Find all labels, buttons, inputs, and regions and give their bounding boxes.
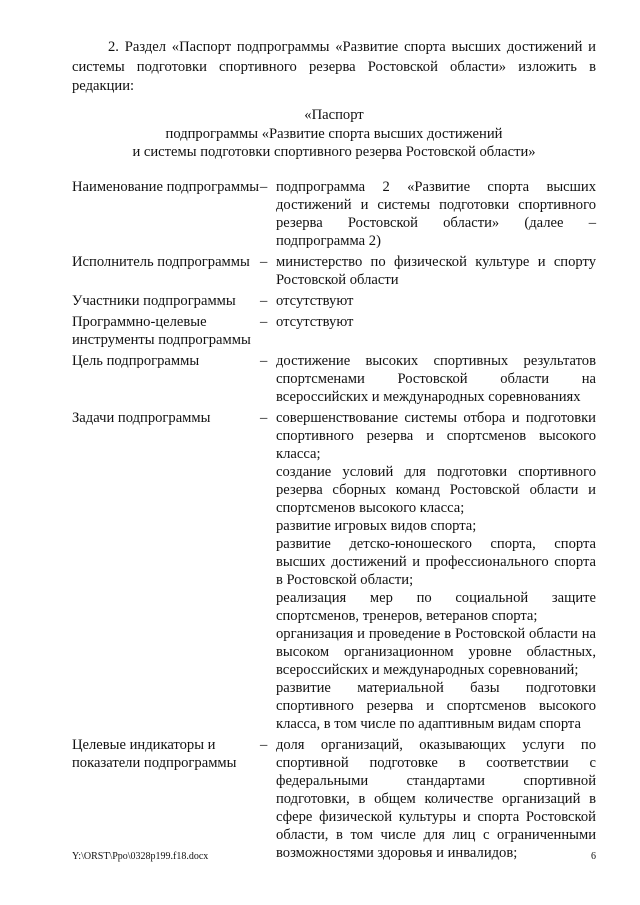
row-dash: – xyxy=(260,353,268,369)
row-value: министерство по физической культуре и спорту Ростовской области xyxy=(276,254,596,288)
passport-row-indicators xyxy=(72,736,596,862)
row-dash: – xyxy=(260,293,268,309)
passport-row-name xyxy=(72,178,596,250)
passport-row-instruments xyxy=(72,313,596,349)
row-dash: – xyxy=(260,314,268,330)
row-dash: – xyxy=(260,254,268,270)
row-value: отсутствуют xyxy=(276,293,354,309)
row-label: Исполнитель подпрограммы xyxy=(72,254,250,270)
row-value: доля организаций, оказывающих услуги по спортивной подготовке в соответствии с федеральными стандартами спортивной подготовки, в общем количестве организаций в сфере физической культуры и спорта Ростовской области, в том числе для лиц с ограниченными возможностями здоровья и инвалидов; xyxy=(276,737,596,861)
passport-title-line-2: подпрограммы «Развитие спорта высших достижений xyxy=(165,125,503,142)
row-value: достижение высоких спортивных результатов спортсменами Ростовской области на всероссийских и международных соревнованиях xyxy=(276,353,596,405)
task-item: развитие материальной базы подготовки спортивного резерва и спортсменов высокого класса, в том числе по адаптивным видам спорта xyxy=(276,680,596,732)
task-item: реализация мер по социальной защите спортсменов, тренеров, ветеранов спорта; xyxy=(276,590,596,624)
passport-title xyxy=(72,106,596,162)
passport-row-goal xyxy=(72,352,596,406)
row-label: Наименование подпрограммы xyxy=(72,179,260,195)
page-footer xyxy=(72,851,596,863)
passport-row-participants xyxy=(72,292,596,310)
row-dash: – xyxy=(260,410,268,426)
task-item: развитие детско-юношеского спорта, спорта высших достижений и профессионального спорта в Ростовской области; xyxy=(276,536,596,588)
task-item: совершенствование системы отбора и подготовки спортивного резерва и спортсменов высокого класса; xyxy=(276,410,596,462)
row-label: Целевые индикаторы и показатели подпрограммы xyxy=(72,737,237,771)
passport-row-tasks xyxy=(72,409,596,733)
row-value xyxy=(276,409,596,733)
row-label: Цель подпрограммы xyxy=(72,353,200,369)
passport-row-executor xyxy=(72,253,596,289)
footer-file-path: Y:\ORST\Ppo\0328p199.f18.docx xyxy=(72,851,209,862)
row-value: отсутствуют xyxy=(276,314,354,330)
task-item: организация и проведение в Ростовской области на высоком организационном уровне областных, всероссийских и международных соревнований; xyxy=(276,626,596,678)
row-dash: – xyxy=(260,737,268,753)
row-label: Задачи подпрограммы xyxy=(72,410,211,426)
passport-title-line-3: и системы подготовки спортивного резерва Ростовской области» xyxy=(132,144,536,160)
row-dash: – xyxy=(260,179,268,195)
task-item: развитие игровых видов спорта; xyxy=(276,518,477,534)
row-label: Программно-целевые инструменты подпрограммы xyxy=(72,314,251,348)
passport-title-line-1: «Паспорт xyxy=(304,107,364,123)
row-value: подпрограмма 2 «Развитие спорта высших достижений и системы подготовки спортивного резерва Ростовской области» (далее – подпрограмма 2) xyxy=(276,179,596,249)
task-item: создание условий для подготовки спортивного резерва сборных команд Ростовской области и спортсменов высокого класса; xyxy=(276,464,596,516)
row-label: Участники подпрограммы xyxy=(72,293,236,309)
intro-paragraph: 2. Раздел «Паспорт подпрограммы «Развитие спорта высших достижений и системы подготовки спортивного резерва Ростовской области» изложить в редакции: xyxy=(72,39,596,94)
passport-table xyxy=(72,178,596,865)
page-number: 6 xyxy=(591,851,596,862)
